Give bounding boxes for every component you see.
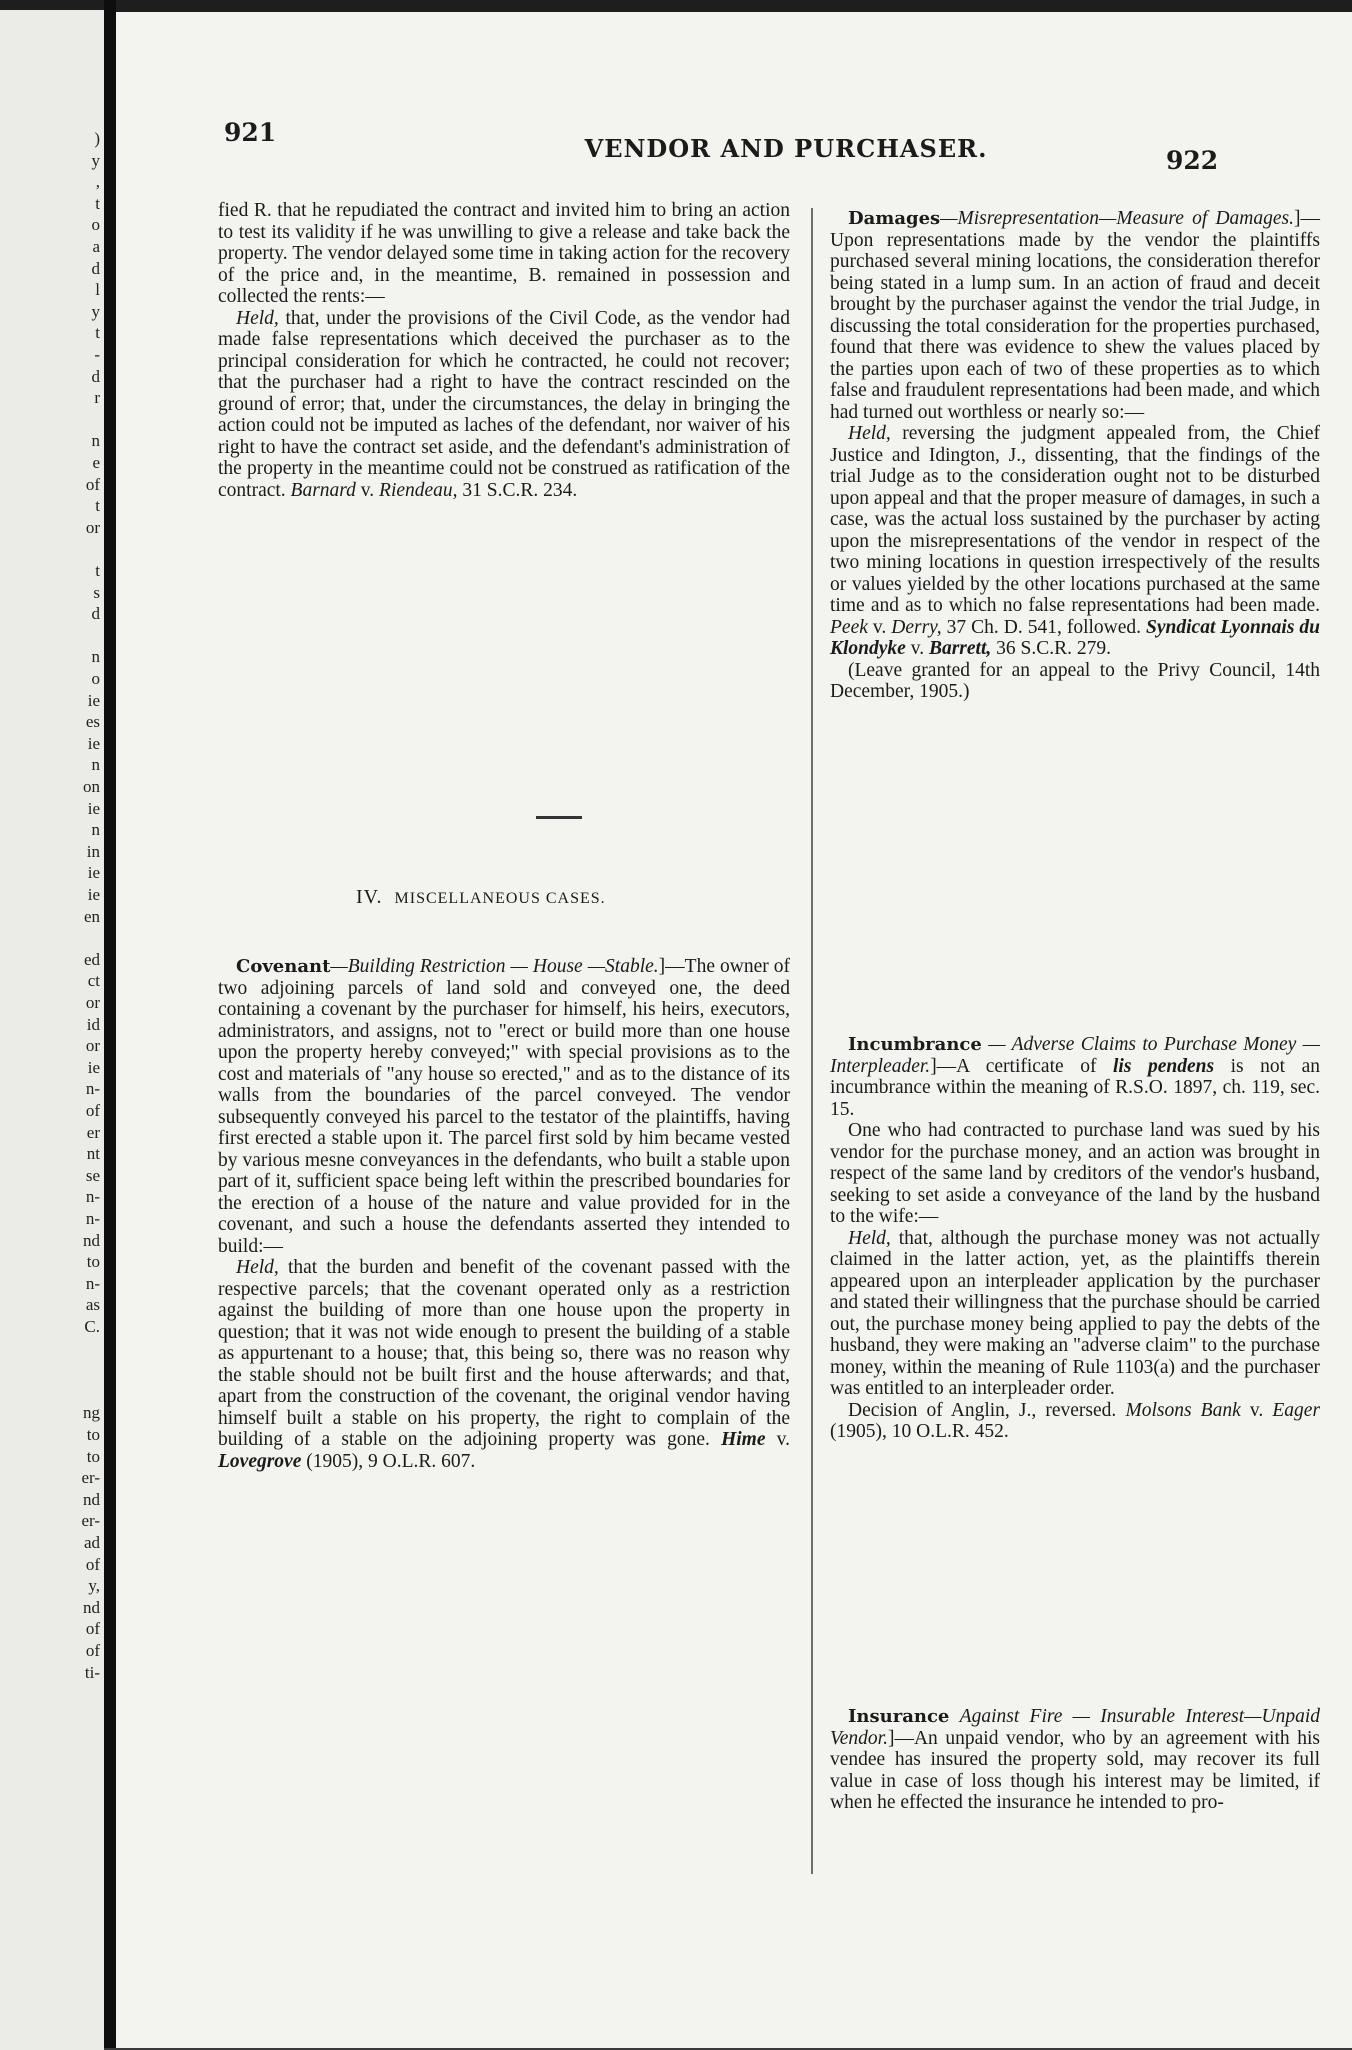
prev-page-line-fragment: ie bbox=[87, 733, 100, 753]
running-title: VENDOR AND PURCHASER. bbox=[584, 134, 988, 163]
prev-page-line-fragment: to bbox=[86, 1252, 100, 1272]
left-page-number: 921 bbox=[224, 118, 277, 147]
incumbrance-rule: Incumbrance — Adverse Claims to Purchase Money — Interpleader.]—A certificate of lis pendens is not an incumbrance within the meaning of R.S.O. 1897, ch. 119, sec. 15. bbox=[830, 1034, 1321, 1120]
entry-head: Covenant bbox=[236, 956, 331, 977]
prev-page-line-fragment: en bbox=[83, 906, 100, 926]
prev-page-line-fragment: e bbox=[92, 453, 100, 472]
prev-page-line-fragment: to bbox=[86, 1425, 100, 1444]
book-gutter bbox=[104, 0, 116, 2048]
prev-page-line-fragment: er- bbox=[81, 1468, 100, 1488]
incumbrance-facts: One who had contracted to purchase land was sued by his vendor for the purchase money, and an action was brought in respect of the same land by creditors of the vendor's husband, seeking to set aside a conveyance of the land by the husband to the wife:— bbox=[830, 1120, 1320, 1227]
prev-page-line-fragment: - bbox=[94, 345, 100, 364]
case-name: Derry, bbox=[891, 616, 942, 638]
damages-note: (Leave granted for an appeal to the Privy Council, 14th December, 1905.) bbox=[830, 659, 1320, 702]
incumbrance-decision: Decision of Anglin, J., reversed. Molsons Bank v. Eager (1905), 10 O.L.R. 452. bbox=[830, 1399, 1321, 1442]
prev-page-line-fragment: es bbox=[85, 712, 100, 732]
prev-page-line-fragment: ie bbox=[87, 885, 100, 904]
damages-holding: Held, reversing the judgment appealed from, the Chief Justice and Idington, J., dissenting, that the findings of the trial Judge as to the consideration ought not to be disturbed upon appeal and that the proper measure of damages, in such a case, was the actual loss sustained by the purchaser by acting upon the misrepresentations of the vendor in respect of the two mining locations in question irrespectively of the results or values yielded by the other locations purchased at the same time and as to which no false representations had been made. Peek v. Derry, 37 Ch. D. 541, followed. Syndicat Lyonnais du Klondyke v. Barrett, 36 S.C.R. 279. bbox=[830, 423, 1321, 659]
prev-page-line-fragment: ti- bbox=[84, 1662, 100, 1682]
book-page bbox=[116, 12, 1352, 2048]
prev-page-line-fragment: d bbox=[91, 258, 100, 278]
insurance-entry bbox=[830, 1706, 1320, 1814]
held-label: Held, bbox=[236, 307, 279, 329]
section-title: MISCELLANEOUS CASES. bbox=[394, 890, 606, 907]
insurance-facts: Insurance Against Fire — Insurable Interest—Unpaid Vendor.]—An unpaid vendor, who by an agreement with his vendee has insured the property sold, may recover its full value in case of loss though his interest may be limited, if when he effected the insurance he intended to pro- bbox=[830, 1706, 1321, 1813]
prev-page-line-fragment: of bbox=[85, 474, 100, 494]
prev-page-line-fragment: er- bbox=[81, 1511, 100, 1531]
prev-page-line-fragment: n- bbox=[85, 1273, 100, 1293]
prev-page-line-fragment: as bbox=[85, 1295, 100, 1315]
case-name: Hime bbox=[721, 1429, 766, 1450]
previous-page-edge bbox=[0, 10, 104, 2050]
case-name: Lovegrove bbox=[218, 1450, 302, 1472]
case-name: Barnard bbox=[290, 479, 356, 501]
prev-page-line-fragment: ie bbox=[87, 798, 100, 818]
prev-page-line-fragment: r bbox=[94, 388, 100, 408]
prev-page-line-fragment: ) bbox=[94, 129, 100, 148]
prev-page-line-fragment: id bbox=[86, 1014, 100, 1034]
entry-subhead: —Misrepresentation—Measure of Damages. bbox=[940, 208, 1294, 229]
incumbrance-holding: Held, that, although the purchase money was not actually claimed in the latter action, yet, as the plaintiffs therein appeared upon an interpleader application by the purchaser and stated their willingness that the purchase should be carried out, the purchase money being applied to pay the debts of the husband, they were making an "adverse claim" to the purchase money, within the meaning of Rule 1103(a) and the purchaser was entitled to an interpleader order. bbox=[830, 1227, 1321, 1399]
prev-page-line-fragment: or bbox=[85, 1036, 100, 1056]
prev-page-line-fragment: o bbox=[91, 215, 100, 235]
prev-page-line-fragment: or bbox=[85, 993, 100, 1012]
prev-page-line-fragment: y, bbox=[88, 1576, 100, 1596]
damages-facts: Damages—Misrepresentation—Measure of Damages.]—Upon representations made by the vendor the plaintiffs purchased several mining locations, the consideration therefor being stated in a lump sum. In an action of fraud and deceit brought by the purchaser against the vendor the trial Judge, in discussing the total consideration for the properties purchased, found that there was evidence to shew the values placed by the parties upon each of two of these properties as to which false and fraudulent representations had been made, and which had turned out worthless or nearly so:— bbox=[830, 208, 1321, 423]
prev-page-line-fragment: l bbox=[95, 280, 100, 300]
case-name: Syndicat Lyonnais du Klondyke bbox=[830, 616, 1320, 659]
incumbrance-entry bbox=[830, 1034, 1320, 1443]
prev-page-line-fragment: ed bbox=[83, 949, 100, 969]
prev-page-line-fragment: ie bbox=[87, 863, 100, 883]
case-name: Molsons Bank bbox=[1125, 1399, 1241, 1421]
entry-subhead: — Adverse Claims to Purchase Money — Interpleader. bbox=[830, 1034, 1320, 1077]
held-label: Held, bbox=[848, 423, 891, 444]
case-name: Riendeau, bbox=[379, 479, 458, 501]
prev-page-line-fragment: to bbox=[86, 1446, 100, 1466]
prev-page-line-fragment: y bbox=[91, 150, 100, 170]
prev-page-line-fragment: t bbox=[95, 496, 100, 516]
prev-page-line-fragment: n- bbox=[85, 1079, 100, 1099]
prev-page-line-fragment: of bbox=[85, 1619, 100, 1639]
entry-head: Incumbrance bbox=[848, 1034, 982, 1055]
prev-page-line-fragment: o bbox=[91, 669, 100, 688]
barnard-holding: Held, that, under the provisions of the Civil Code, as the vendor had made false representations which deceived the purchaser as to the principal consideration for which he contracted, he could not recover; that the purchaser had a right to have the contract rescinded on the ground of error; that, under the circumstances, the delay in bringing the action could not be imputed as laches of the defendant, nor waiver of his right to have the contract set aside, and the defendant's administration of the property in the meantime could not be construed as ratification of the contract. Barnard v. Riendeau, 31 S.C.R. 234. bbox=[218, 307, 791, 501]
case-name: Peek bbox=[830, 616, 868, 638]
section-heading: IV. MISCELLANEOUS CASES. bbox=[356, 886, 606, 908]
entry-head: Damages bbox=[848, 208, 941, 229]
prev-page-line-fragment: t bbox=[95, 323, 100, 343]
prev-page-line-fragment: se bbox=[85, 1165, 100, 1185]
prev-page-line-fragment: ng bbox=[83, 1403, 100, 1423]
prev-page-line-fragment: in bbox=[86, 841, 100, 861]
damages-entry bbox=[830, 208, 1320, 703]
left-column-top bbox=[218, 200, 790, 501]
prev-page-line-fragment: n- bbox=[85, 1209, 100, 1228]
citation: (1905), 9 O.L.R. 607. bbox=[306, 1450, 476, 1472]
citation: (1905), 10 O.L.R. 452. bbox=[830, 1421, 1009, 1442]
prev-page-line-fragment: n bbox=[91, 431, 100, 451]
entry-subhead: —Building Restriction — House —Stable. bbox=[330, 956, 659, 977]
covenant-entry bbox=[218, 956, 790, 1472]
prev-page-line-fragment: nd bbox=[83, 1489, 100, 1509]
held-label: Held, bbox=[236, 1257, 279, 1278]
prev-page-line-fragment: ad bbox=[83, 1533, 100, 1552]
prev-page-line-fragment: n bbox=[91, 820, 100, 840]
prev-page-line-fragment: a bbox=[92, 237, 100, 256]
prev-page-line-fragment: or bbox=[85, 517, 100, 537]
case-name: Barrett, bbox=[928, 638, 992, 659]
column-rule bbox=[811, 208, 813, 1874]
prev-page-line-fragment: , bbox=[95, 172, 100, 192]
held-label: Held, bbox=[848, 1227, 891, 1249]
prev-page-line-fragment: of bbox=[85, 1101, 100, 1120]
citation: 31 S.C.R. 234. bbox=[462, 479, 578, 501]
prev-page-line-fragment: of bbox=[85, 1554, 100, 1574]
prev-page-line-fragment: y bbox=[91, 301, 100, 321]
prev-page-line-fragment: ct bbox=[87, 971, 100, 991]
prev-page-line-fragment: ie bbox=[87, 1057, 100, 1077]
prev-page-line-fragment: s bbox=[93, 582, 100, 602]
prev-page-line-fragment: t bbox=[95, 561, 100, 580]
prev-page-line-fragment: er bbox=[86, 1122, 100, 1142]
prev-page-line-fragment: of bbox=[85, 1641, 100, 1660]
prev-page-line-fragment: nd bbox=[83, 1230, 100, 1250]
prev-page-line-fragment: ie bbox=[87, 690, 100, 710]
entry-head: Insurance bbox=[848, 1706, 950, 1727]
prev-page-line-fragment: n bbox=[91, 755, 100, 775]
prev-page-line-fragment: d bbox=[91, 366, 100, 386]
prev-page-line-fragment: n bbox=[91, 647, 100, 667]
prev-page-line-fragment: C. bbox=[84, 1317, 100, 1336]
barnard-facts: fied R. that he repudiated the contract and invited him to bring an action to test its validity if he was unwilling to give a release and take back the property. The vendor delayed some time in taking action for the recovery of the price and, in the meantime, B. remained in possession and collected the rents:— bbox=[218, 200, 790, 307]
covenant-facts: Covenant—Building Restriction — House —Stable.]—The owner of two adjoining parcels of land sold and conveyed one, the deed containing a covenant by the purchaser for himself, his heirs, executors, administrators, and assigns, not to "erect or build more than one house upon the property hereby conveyed;" with special provisions as to the cost and materials of "any house so erected," and as to the distance of its walls from the boundaries of the parcel conveyed. The vendor subsequently conveyed his parcel to the testator of the plaintiffs, having first erected a stable upon it. The parcel first sold by him became vested by various mesne conveyances in the defendants, who built a stable upon part of it, sufficient space being left within the prescribed boundaries for the erection of a house of the nature and value provided for in the covenant, and such a house the defendants asserted they intended to build:— bbox=[218, 956, 790, 1257]
covenant-holding: Held, that the burden and benefit of the covenant passed with the respective parcels; that the covenant operated only as a restriction against the building of more than one house upon the property in question; that it was not wide enough to present the building of a stable as appurtenant to a house; that, this being so, there was no reason why the stable should not be built first and the house afterwards; and that, apart from the construction of the covenant, the original vendor having himself built a stable on his property, the right to complain of the building of a stable on the adjoining property was gone. Hime v. Lovegrove (1905), 9 O.L.R. 607. bbox=[218, 1257, 791, 1472]
case-name: Eager bbox=[1272, 1399, 1321, 1421]
prev-page-line-fragment: nt bbox=[86, 1144, 100, 1164]
prev-page-line-fragment: nd bbox=[83, 1597, 100, 1617]
right-page-number: 922 bbox=[1166, 146, 1219, 175]
prev-page-line-fragment: d bbox=[91, 604, 100, 624]
prev-page-line-fragment: n- bbox=[85, 1187, 100, 1207]
prev-page-line-fragment: on bbox=[83, 777, 100, 796]
citation: 36 S.C.R. 279. bbox=[996, 638, 1111, 659]
entry-subhead: Against Fire — Insurable Interest—Unpaid Vendor. bbox=[830, 1706, 1321, 1749]
section-separator bbox=[536, 816, 582, 819]
prev-page-line-fragment: t bbox=[95, 193, 100, 213]
citation: 37 Ch. D. 541, followed. bbox=[946, 616, 1142, 638]
